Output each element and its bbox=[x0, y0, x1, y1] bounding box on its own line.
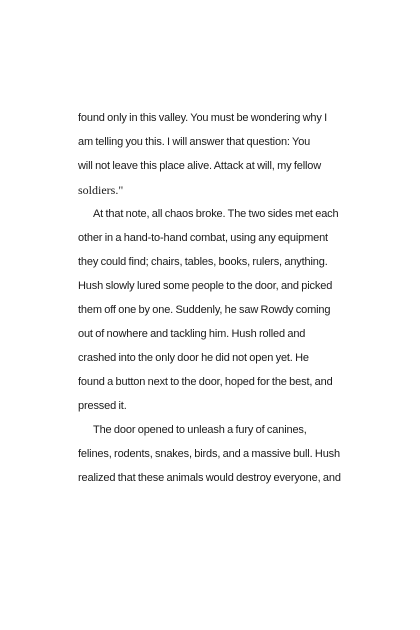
text-line: other in a hand-to-hand combat, using any equipment bbox=[78, 232, 328, 244]
text-line: realized that these animals would destroy everyone, and bbox=[78, 472, 341, 484]
text-line: found only in this valley. You must be wondering why I bbox=[78, 112, 328, 124]
paragraph-first-line: The door opened to unleash a fury of canines, bbox=[93, 424, 307, 436]
text-line: they could find; chairs, tables, books, rulers, anything. bbox=[78, 256, 328, 268]
body-text bbox=[78, 106, 378, 490]
text-line: crashed into the only door he did not open yet. He bbox=[78, 352, 309, 364]
text-line: soldiers." bbox=[78, 183, 124, 197]
text-line: found a button next to the door, hoped for the best, and bbox=[78, 376, 333, 388]
text-line: pressed it. bbox=[78, 400, 127, 412]
text-line: Hush slowly lured some people to the door, and picked bbox=[78, 280, 333, 292]
text-line: felines, rodents, snakes, birds, and a massive bull. Hush bbox=[78, 448, 340, 460]
text-line: out of nowhere and tackling him. Hush rolled and bbox=[78, 328, 306, 340]
text-line: them off one by one. Suddenly, he saw Rowdy coming bbox=[78, 304, 331, 316]
text-line: am telling you this. I will answer that question: You bbox=[78, 136, 311, 148]
paragraph-first-line: At that note, all chaos broke. The two sides met each bbox=[93, 208, 339, 220]
text-line: will not leave this place alive. Attack at will, my fellow bbox=[78, 160, 322, 172]
